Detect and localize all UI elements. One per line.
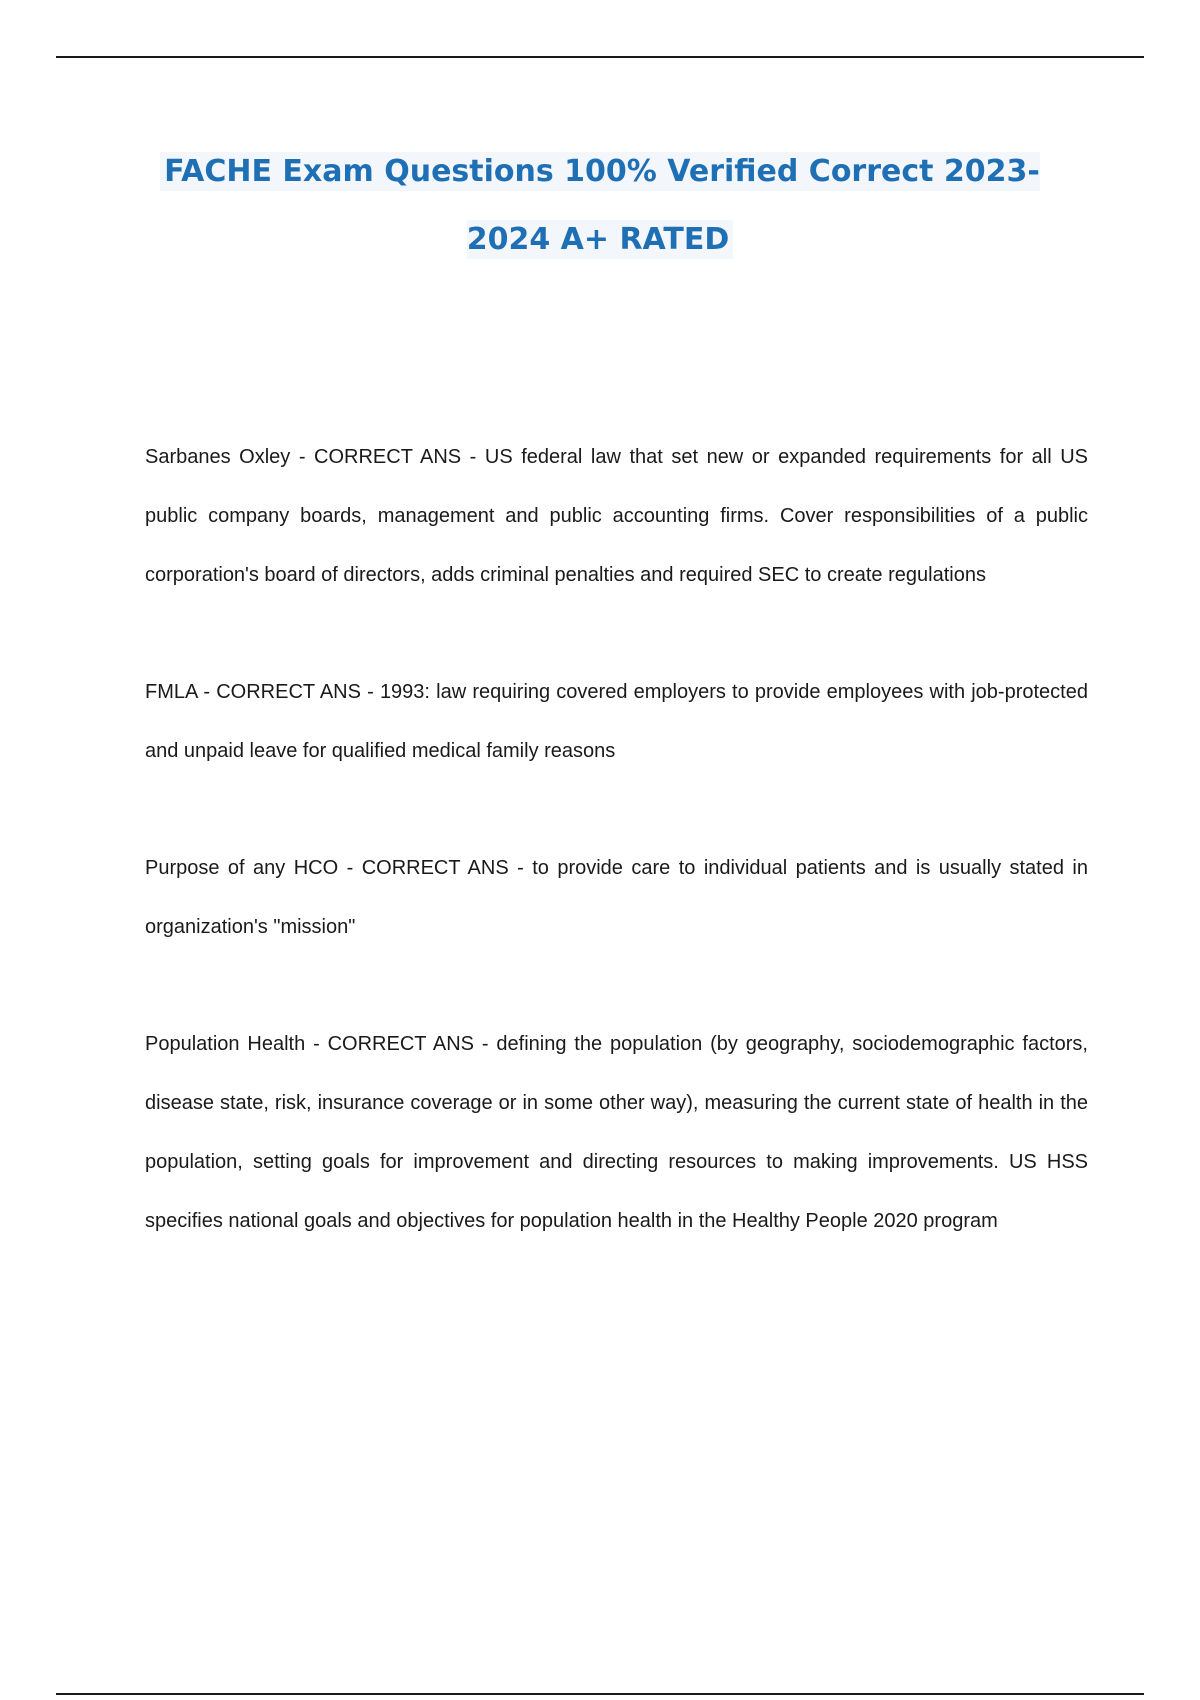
- entry-separator: -: [508, 857, 533, 879]
- document-body: [145, 428, 1088, 1309]
- entry-term: Population Health: [145, 1033, 306, 1055]
- entry-separator: -: [290, 446, 315, 468]
- entry-term: FMLA: [145, 681, 198, 703]
- top-divider: [56, 56, 1144, 58]
- entry-definition: to provide care to individual patients and is usually stated in organization's "mission": [145, 857, 1088, 938]
- entry-definition: defining the population (by geography, sociodemographic factors, disease state, risk, insurance coverage or in some other way), measuring the current state of health in the population, setting goals for improvement and directing resources to making improvements. US HSS specifies national goals and objectives for population health in the Healthy People 2020 program: [145, 1033, 1088, 1232]
- entry-separator: -: [360, 681, 380, 703]
- entry-definition: 1993: law requiring covered employers to provide employees with job-protected and unpaid leave for qualified medical family reasons: [145, 681, 1088, 762]
- entry-answer-tag: CORRECT ANS: [216, 681, 361, 703]
- qa-entry-purpose-of-hco: [145, 839, 1088, 957]
- document-title-text: FACHE Exam Questions 100% Verified Correct 2023-2024 A+ RATED: [160, 152, 1040, 259]
- entry-separator: -: [338, 857, 362, 879]
- qa-entry-sarbanes-oxley: [145, 428, 1088, 605]
- entry-definition: US federal law that set new or expanded requirements for all US public company boards, management and public accounting firms. Cover responsibilities of a public corporation's board of directors, adds criminal penalties and required SEC to create regulations: [145, 446, 1088, 586]
- qa-entry-population-health: [145, 1015, 1088, 1251]
- entry-answer-tag: CORRECT ANS: [361, 857, 509, 879]
- bottom-divider: [56, 1693, 1144, 1695]
- qa-entry-fmla: [145, 663, 1088, 781]
- entry-separator: -: [197, 681, 217, 703]
- entry-term: Sarbanes Oxley: [145, 446, 291, 468]
- entry-term: Purpose of any HCO: [145, 857, 339, 879]
- entry-separator: -: [305, 1033, 328, 1055]
- document-title: [130, 138, 1070, 274]
- entry-separator: -: [474, 1033, 497, 1055]
- entry-answer-tag: CORRECT ANS: [314, 446, 462, 468]
- entry-answer-tag: CORRECT ANS: [327, 1033, 474, 1055]
- entry-separator: -: [461, 446, 485, 468]
